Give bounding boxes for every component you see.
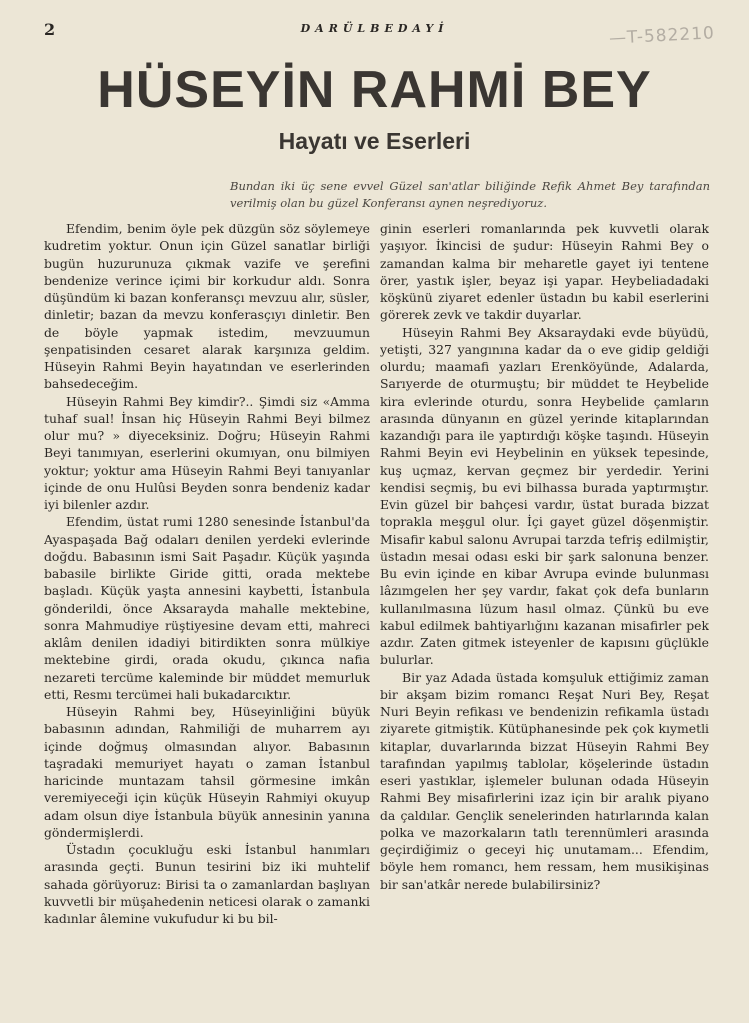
article-title: HÜSEYİN RAHMİ BEY [97, 61, 652, 119]
catalog-stamp: —T-582210 [608, 23, 716, 49]
paragraph: Efendim, benim öyle pek düzgün söz söylemeye kudretim yoktur. Onun için Güzel sanatlar birliği bugün huzurunuza çıkmak vazife ve şerefini bendenize verince içimi bir korkudur aldı. Sonra düşündüm ki bazan konferansçı mevzuu alır, süsler, dinletir; bazan da mevzu konferasçıyı dinletir. Ben de böyle yapmak istedim, mevzuumun şenpatisinden cesaret alarak karşınıza geldim. Hüseyin Rahmi Beyin hayatından ve eserlerinden bahsedeceğim. [44, 221, 370, 392]
page-number: 2 [44, 20, 56, 39]
paragraph: Üstadın çocukluğu eski İstanbul hanımları arasında geçti. Bunun tesirini biz iki muhtelif sahada görüyoruz: Birisi ta o zamanlardan başlıyan kuvvetli bir müşahedenin neticesi olarak o zamanki kadınlar âlemine vukufudur ki bu bil- [44, 842, 370, 926]
paragraph: Efendim, üstat rumi 1280 senesinde İstanbul'da Ayaspaşada Bağ odaları denilen yerdeki evlerinde doğdu. Babasının ismi Sait Paşadır. Küçük yaşında babasile birlikte Giride gitti, orada mektebe başladı. Küçük yaşta annesini kaybetti, İstanbula gönderildi, önce Aksarayda mahalle mektebine, sonra Mahmudiye rüştiyesine devam etti, mahreci aklâm denilen idadiyi bitirdikten sonra mülkiye mektebine girdi, orada okudu, çıkınca nafia nezareti tercüme kaleminde bir müddet memurluk etti, Resmı tercümei hali bukadarcıktır. [44, 514, 370, 702]
paragraph: Hüseyin Rahmi Bey kimdir?.. Şimdi siz «Amma tuhaf sual! İnsan hiç Hüseyin Rahmi Beyi bilmez olur mu? » diyeceksiniz. Doğru; Hüseyin Rahmi Beyi tanımıyan, eserlerini okumıyan, onu bilmiyen yoktur; yoktur ama Hüseyin Rahmi Beyi tanıyanlar içinde de onu Hulûsi Beyden sonra bendeniz kadar iyi bilenler azdır. [44, 393, 370, 512]
right-column [380, 220, 709, 1010]
article-subtitle: Hayatı ve Eserleri [278, 128, 471, 154]
paragraph: ginin eserleri romanlarında pek kuvvetli olarak yaşıyor. İkincisi de şudur: Hüseyin Rahmi Bey o zamandan kalma bir meharetle gayet iyi tentene örer, yastık işler, beyaz işi yapar. Heybeliadadaki köşkünü ziyaret edenler üstadın bu kabil eserlerini görerek zevk ve takdir duyarlar. [380, 221, 709, 323]
left-column [44, 220, 370, 1010]
paragraph: Bir yaz Adada üstada komşuluk ettiğimiz zaman bir akşam bizim romancı Reşat Nuri Bey, Reşat Nuri Beyin refikası ve bendenizin refikamla üstadı ziyarete gitmiştik. Kütüphanesinde pek çok kıymetli kitaplar, duvarlarında bizzat Hüseyin Rahmi Bey tarafından yapılmış tablolar, köşelerinde üstadın eseri yastıklar, işlemeler bulunan odada Hüseyin Rahmi Bey misafirlerini izaz için bir aralık piyano da çaldılar. Gençlik senelerinden hatırlarında kalan polka ve mazorkaların tatlı terennümleri arasında geçirdiğimiz o geceyi hiç unutamam... Efendim, böyle hem romancı, hem ressam, hem musikişinas bir san'atkâr nerede bulabilirsiniz? [380, 669, 709, 892]
editor-intro: Bundan iki üç sene evvel Güzel san'atlar biliğinde Refik Ahmet Bey tarafından verilmiş olan bu güzel Konferansı aynen neşrediyoruz. [230, 179, 710, 210]
paragraph: Hüseyin Rahmi Bey Aksaraydaki evde büyüdü, yetişti, 327 yangınına kadar da o eve gidip geldiği olurdu; maamafi yazları Erenköyünde, Adalarda, Sarıyerde de oturmuştu; bir müddet te Heybelide kira evlerinde oturdu, sonra Heybelide çamların arasında dünyanın en güzel yerinde kitaplarından kazandığı para ile yaptırdığı köşke taşındı. Hüseyin Rahmi Beyin evi Heybelinin en yüksek tepesinde, kuş uçmaz, kervan geçmez bir yerdedir. Yerini kendisi seçmiş, bu evi bilhassa burada yaptırmıştır. Evin güzel bir bahçesi vardır, üstat burada bizzat toprakla meşgul olur. İçi gayet güzel döşenmiştir. Misafir kabul salonu Avrupai tarzda tefriş edilmiştir, üstadın mesai odası eski bir şark salonuna benzer. Bu evin içinde en kibar Avrupa evinde bulunması lâzımgelen her şey vardır, fakat çok defa bunların kullanılmasına lüzum hasıl olmaz. Çünkü bu eve kabul edilmek bahtiyarlığını kazanan misafirler pek azdır. Zaten gitmek isteyenler de kapısını güçlükle bulurlar. [380, 324, 709, 668]
paragraph: Hüseyin Rahmi bey, Hüseyinliğini büyük babasının adından, Rahmiliği de muharrem ayı içinde doğmuş olmasından alıyor. Babasının taşradaki memuriyet hayatı o zaman İstanbul haricinde muntazam tahsil görmesine imkân veremiyeceği için küçük Hüseyin Rahmiyi okuyup adam olsun diye İstanbula büyük annesinin yanına göndermişlerdi. [44, 704, 370, 840]
running-head: DARÜLBEDAYİ [300, 22, 449, 35]
